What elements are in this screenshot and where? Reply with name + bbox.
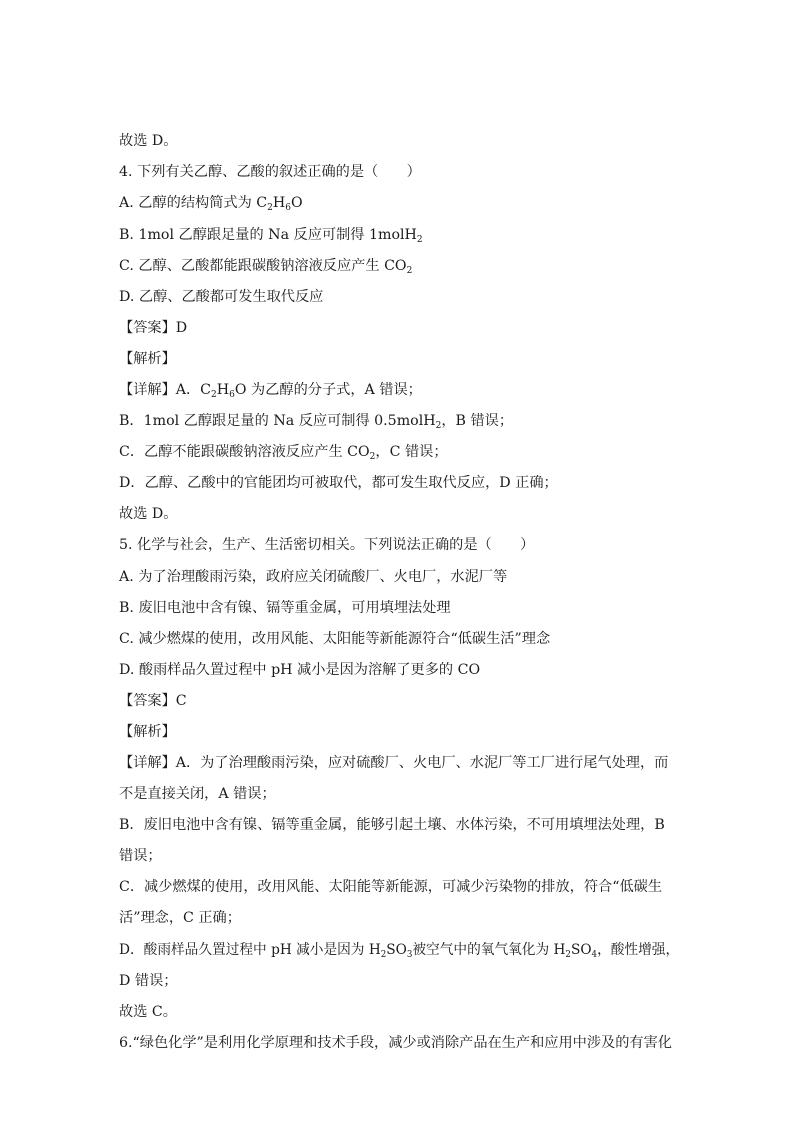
question-5-stem: 5. 化学与社会，生产、生活密切相关。下列说法正确的是（ ） xyxy=(119,537,535,553)
question-5-explanation-c-line-1: C．减少燃煤的使用，改用风能、太阳能等新能源，可减少污染物的排放，符合“低碳生 xyxy=(119,879,663,895)
question-6-stem: 6.“绿色化学”是利用化学原理和技术手段，减少或消除产品在生产和应用中涉及的有害化 xyxy=(119,1035,672,1051)
question-4-explanation-a: 【详解】A．$C_2H_6O$ 为乙醇的分子式，A 错误； xyxy=(119,382,422,400)
question-5-option-a: A. 为了治理酸雨污染，政府应关闭硫酸厂、火电厂，水泥厂等 xyxy=(119,569,508,585)
question-5-answer: 【答案】C xyxy=(119,693,187,709)
question-5-analysis-heading: 【解析】 xyxy=(119,724,176,740)
question-4-answer: 【答案】D xyxy=(119,320,188,336)
text-line-answer-choice-3: 故选 D。 xyxy=(119,133,178,149)
question-4-conclusion: 故选 D。 xyxy=(119,506,178,522)
question-5-explanation-a-line-1: 【详解】A．为了治理酸雨污染，应对硫酸厂、火电厂、水泥厂等工厂进行尾气处理，而 xyxy=(119,755,669,771)
question-4-explanation-c: C．乙醇不能跟碳酸钠溶液反应产生 $CO_2$，C 错误； xyxy=(119,444,448,462)
question-4-option-d: D. 乙醇、乙酸都可发生取代反应 xyxy=(119,289,324,305)
question-4-option-c: C. 乙醇、乙酸都能跟碳酸钠溶液反应产生 $CO_2$ xyxy=(119,258,413,276)
question-4-explanation-b: B．1mol 乙醇跟足量的 Na 反应可制得 0.5molH$_2$，B 错误； xyxy=(119,413,514,431)
question-5-explanation-c-line-2: 活”理念，C 正确； xyxy=(119,910,241,926)
question-4-explanation-d: D．乙醇、乙酸中的官能团均可被取代，都可发生取代反应，D 正确； xyxy=(119,475,558,491)
question-5-conclusion: 故选 C。 xyxy=(119,1004,177,1020)
question-4-analysis-heading: 【解析】 xyxy=(119,351,176,367)
question-5-option-c: C. 减少燃煤的使用，改用风能、太阳能等新能源符合“低碳生活”理念 xyxy=(119,631,551,647)
question-5-explanation-b-line-1: B．废旧电池中含有镍、镉等重金属，能够引起土壤、水体污染，不可用填埋法处理，B xyxy=(119,817,665,833)
question-4-option-a: A. 乙醇的结构简式为 $C_2H_6O$ xyxy=(119,195,303,213)
question-5-option-d: D. 酸雨样品久置过程中 pH 减小是因为溶解了更多的 CO xyxy=(119,662,481,678)
question-5-explanation-a-line-2: 不是直接关闭，A 错误； xyxy=(119,786,276,802)
question-5-explanation-d-line-1: D．酸雨样品久置过程中 pH 减小是因为 $H_2SO_3$被空气中的氧气氧化为 $H_2SO_4$，酸性增强， xyxy=(119,942,680,960)
question-5-explanation-b-line-2: 错误； xyxy=(119,848,162,864)
question-4-option-b: B. 1mol 乙醇跟足量的 Na 反应可制得 1molH$_2$ xyxy=(119,227,423,245)
question-5-explanation-d-line-2: D 错误； xyxy=(119,973,178,989)
question-4-stem: 4. 下列有关乙醇、乙酸的叙述正确的是（ ） xyxy=(119,164,421,180)
question-5-option-b: B. 废旧电池中含有镍、镉等重金属，可用填埋法处理 xyxy=(119,600,451,616)
